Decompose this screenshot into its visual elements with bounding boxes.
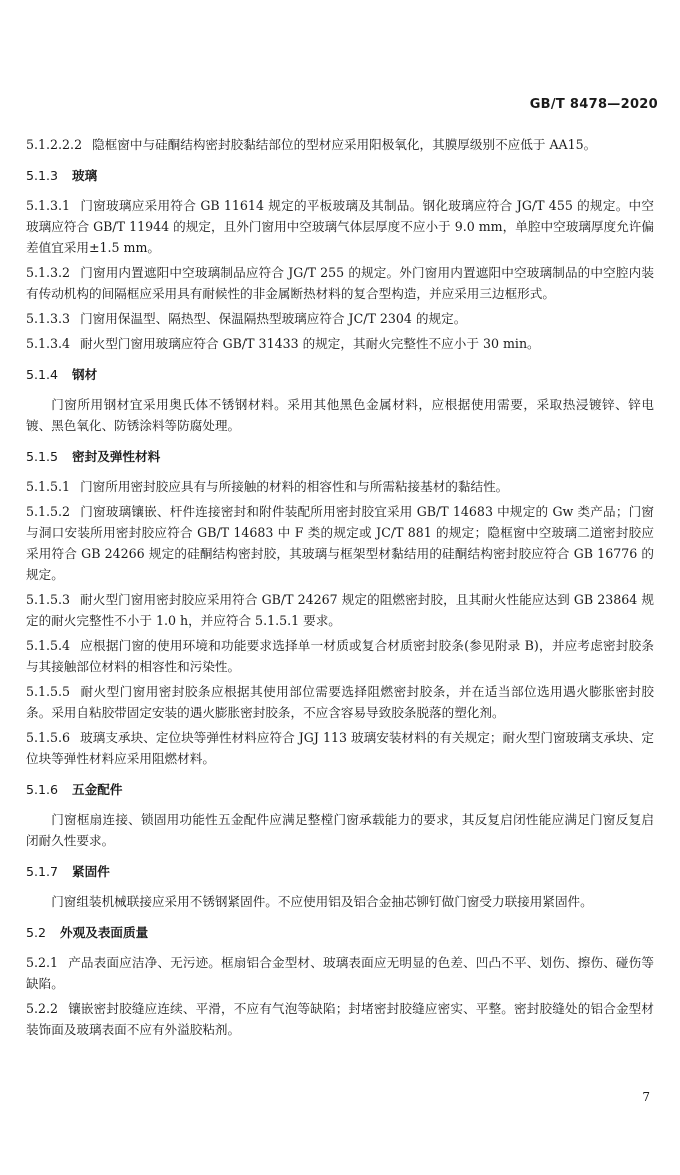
clause-paragraph — [26, 952, 654, 994]
clause-number: 5.1.5.5 — [26, 684, 71, 699]
clause-number: 5.1.5.4 — [26, 638, 71, 653]
clause-paragraph — [26, 262, 654, 304]
clause-number: 5.1.5.3 — [26, 592, 71, 607]
body-paragraph: 门窗所用钢材宜采用奥氏体不锈钢材料。采用其他黑色金属材料，应根据使用需要，采取热浸镀锌、锌电镀、黑色氧化、防锈涂料等防腐处理。 — [26, 397, 654, 433]
clause-number: 5.1.3.3 — [26, 311, 71, 326]
section-heading — [26, 364, 654, 385]
clause-paragraph — [26, 501, 654, 585]
section-number: 5.1.6 — [26, 782, 59, 797]
clause-paragraph — [26, 589, 654, 631]
clause-text: 门窗用保温型、隔热型、保温隔热型玻璃应符合 JC/T 2304 的规定。 — [80, 311, 467, 326]
section-number: 5.1.5 — [26, 449, 59, 464]
clause-paragraph — [26, 727, 654, 769]
clause-number: 5.1.5.6 — [26, 730, 71, 745]
clause-text: 隐框窗中与硅酮结构密封胶黏结部位的型材应采用阳极氧化，其膜厚级别不应低于 AA15。 — [92, 137, 597, 152]
document-body — [26, 134, 654, 1044]
clause-paragraph — [26, 681, 654, 723]
section-title: 五金配件 — [72, 782, 123, 797]
body-paragraph: 门窗框扇连接、锁固用功能性五金配件应满足整樘门窗承载能力的要求，其反复启闭性能应满足门窗反复启闭耐久性要求。 — [26, 812, 654, 848]
clause-number: 5.1.5.2 — [26, 504, 71, 519]
clause-number: 5.2.2 — [26, 1001, 59, 1016]
section-number: 5.2 — [26, 925, 47, 940]
clause-number: 5.1.2.2.2 — [26, 137, 83, 152]
clause-paragraph — [26, 476, 654, 497]
section-title: 玻璃 — [72, 168, 98, 183]
clause-number: 5.2.1 — [26, 955, 59, 970]
clause-text: 应根据门窗的使用环境和功能要求选择单一材质或复合材质密封胶条(参见附录 B)，并应考虑密封胶条与其接触部位材料的相容性和污染性。 — [26, 638, 654, 674]
body-paragraph: 门窗组装机械联接应采用不锈钢紧固件。不应使用铝及铝合金抽芯铆钉做门窗受力联接用紧固件。 — [51, 894, 593, 909]
clause-text: 门窗玻璃镶嵌、杆件连接密封和附件装配所用密封胶宜采用 GB/T 14683 中规定的 Gw 类产品；门窗与洞口安装所用密封胶应符合 GB/T 14683 中 F 类的规定或 JC/T 881 的规定；隐框窗中空玻璃二道密封胶应采用符合 GB 24266 规定的硅酮结构密封胶，其玻璃与框架型材黏结用的硅酮结构密封胶应符合 GB 16776 的规定。 — [26, 504, 654, 582]
section-title: 外观及表面质量 — [60, 925, 149, 940]
clause-paragraph — [26, 635, 654, 677]
section-heading — [26, 861, 654, 882]
section-title: 密封及弹性材料 — [72, 449, 161, 464]
clause-text: 耐火型门窗用玻璃应符合 GB/T 31433 的规定，其耐火完整性不应小于 30 min。 — [80, 336, 540, 351]
clause-paragraph — [26, 333, 654, 354]
section-number: 5.1.7 — [26, 864, 59, 879]
clause-text: 门窗玻璃应采用符合 GB 11614 规定的平板玻璃及其制品。钢化玻璃应符合 JG/T 455 的规定。中空玻璃应符合 GB/T 11944 的规定，且外门窗用中空玻璃气体层厚度不应小于 9.0 mm，单腔中空玻璃厚度允许偏差值宜采用±1.5 mm。 — [26, 198, 654, 255]
clause-text: 门窗用内置遮阳中空玻璃制品应符合 JG/T 255 的规定。外门窗用内置遮阳中空玻璃制品的中空腔内装有传动机构的间隔框应采用具有耐候性的非金属断热材料的复合型构造，并应采用三边框形式。 — [26, 265, 654, 301]
standard-code: GB/T 8478—2020 — [529, 97, 658, 112]
clause-text: 镶嵌密封胶缝应连续、平滑，不应有气泡等缺陷；封堵密封胶缝应密实、平整。密封胶缝处的铝合金型材装饰面及玻璃表面不应有外溢胶粘剂。 — [26, 1001, 654, 1037]
clause-number: 5.1.3.2 — [26, 265, 71, 280]
clause-text: 耐火型门窗用密封胶应采用符合 GB/T 24267 规定的阻燃密封胶，且其耐火性能应达到 GB 23864 规定的耐火完整性不小于 1.0 h，并应符合 5.1.5.1 要求。 — [26, 592, 654, 628]
section-number: 5.1.4 — [26, 367, 59, 382]
section-heading — [26, 446, 654, 467]
clause-paragraph — [26, 134, 654, 155]
clause-text: 玻璃支承块、定位块等弹性材料应符合 JGJ 113 玻璃安装材料的有关规定；耐火型门窗玻璃支承块、定位块等弹性材料应采用阻燃材料。 — [26, 730, 654, 766]
section-heading — [26, 922, 654, 943]
page-number: 7 — [642, 1090, 650, 1104]
clause-text: 耐火型门窗用密封胶条应根据其使用部位需要选择阻燃密封胶条，并在适当部位选用遇火膨胀密封胶条。采用自粘胶带固定安装的遇火膨胀密封胶条，不应含容易导致胶条脱落的塑化剂。 — [26, 684, 654, 720]
section-heading — [26, 779, 654, 800]
section-title: 钢材 — [72, 367, 98, 382]
clause-number: 5.1.5.1 — [26, 479, 71, 494]
section-heading — [26, 165, 654, 186]
clause-text: 门窗所用密封胶应具有与所接触的材料的相容性和与所需粘接基材的黏结性。 — [80, 479, 509, 494]
clause-number: 5.1.3.4 — [26, 336, 71, 351]
clause-text: 产品表面应洁净、无污迹。框扇铝合金型材、玻璃表面应无明显的色差、凹凸不平、划伤、擦伤、碰伤等缺陷。 — [26, 955, 654, 991]
clause-paragraph — [26, 308, 654, 329]
clause-paragraph — [26, 998, 654, 1040]
clause-paragraph — [26, 195, 654, 258]
clause-number: 5.1.3.1 — [26, 198, 71, 213]
section-title: 紧固件 — [72, 864, 110, 879]
section-number: 5.1.3 — [26, 168, 59, 183]
